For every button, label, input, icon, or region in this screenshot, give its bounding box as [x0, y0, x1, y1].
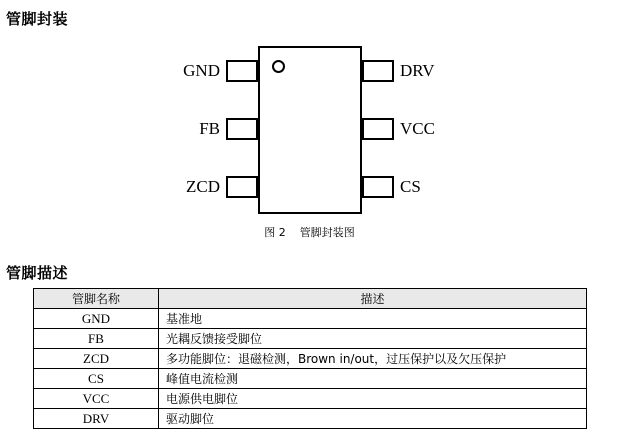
pin-lead-left-3 — [226, 176, 258, 198]
cell-pin-description: 多功能脚位：退磁检测，Brown in/out，过压保护以及欠压保护 — [159, 349, 587, 369]
pin-lead-left-2 — [226, 118, 258, 140]
cell-pin-name: VCC — [34, 389, 159, 409]
pin-lead-right-2 — [362, 118, 394, 140]
cell-pin-description: 电源供电脚位 — [159, 389, 587, 409]
package-diagram — [0, 34, 619, 239]
pin-description-table — [33, 288, 587, 429]
cell-pin-description: 基准地 — [159, 309, 587, 329]
pin-label-drv: DRV — [400, 61, 435, 80]
figure-number: 图 2 — [264, 226, 286, 239]
pin-label-gnd: GND — [183, 61, 220, 80]
cell-pin-name: DRV — [34, 409, 159, 429]
table-header-row — [34, 289, 587, 309]
pin-lead-right-3 — [362, 176, 394, 198]
cell-pin-name: FB — [34, 329, 159, 349]
pin-label-zcd: ZCD — [186, 177, 220, 196]
cell-pin-description: 峰值电流检测 — [159, 369, 587, 389]
section-heading-package: 管脚封装 — [6, 10, 69, 28]
cell-pin-name: CS — [34, 369, 159, 389]
table-row — [34, 369, 587, 389]
column-header-pin-name: 管脚名称 — [34, 289, 159, 309]
pin-label-cs: CS — [400, 177, 421, 196]
cell-pin-name: ZCD — [34, 349, 159, 369]
pin-label-vcc: VCC — [400, 119, 435, 138]
section-heading-description: 管脚描述 — [6, 264, 69, 282]
figure-caption — [0, 224, 619, 240]
figure-title: 管脚封装图 — [299, 226, 355, 239]
cell-pin-description: 光耦反馈接受脚位 — [159, 329, 587, 349]
table-row — [34, 309, 587, 329]
pin-lead-right-1 — [362, 60, 394, 82]
pin-lead-left-1 — [226, 60, 258, 82]
table-row — [34, 329, 587, 349]
pin-one-marker-icon — [272, 60, 285, 73]
table-row — [34, 389, 587, 409]
table-row — [34, 349, 587, 369]
column-header-description: 描述 — [159, 289, 587, 309]
table-row — [34, 409, 587, 429]
pin-label-fb: FB — [199, 119, 220, 138]
cell-pin-description: 驱动脚位 — [159, 409, 587, 429]
cell-pin-name: GND — [34, 309, 159, 329]
